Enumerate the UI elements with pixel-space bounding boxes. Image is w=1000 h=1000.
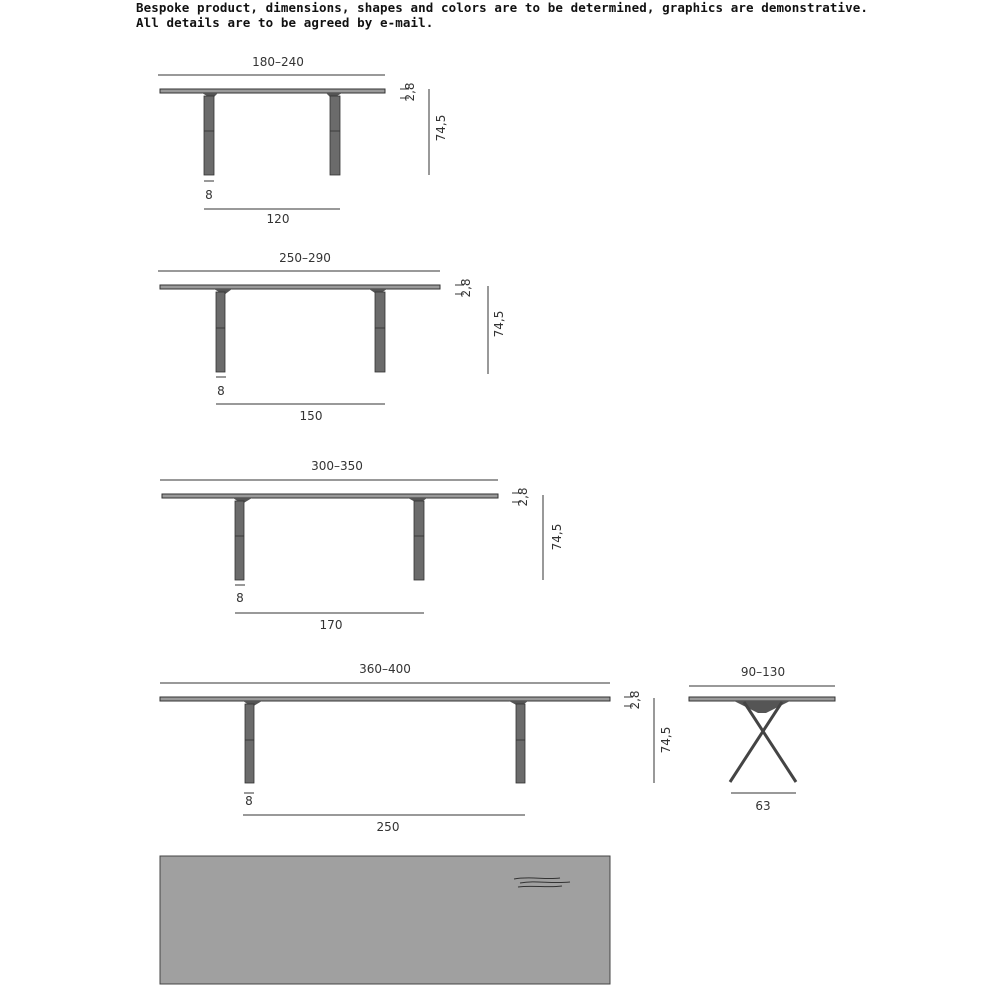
leg-width-label-1: 8 (205, 188, 213, 202)
side-view-drawing (689, 665, 835, 813)
height-label-3: 74,5 (550, 523, 564, 551)
leg-width-label-4: 8 (245, 794, 253, 808)
leg-spacing-label-3: 170 (319, 618, 343, 632)
side-leg-b (730, 702, 782, 782)
length-label-1: 180–240 (252, 55, 304, 69)
leg-3a (235, 501, 244, 580)
leg-width-label-2: 8 (217, 384, 225, 398)
disclaimer-line-1: Bespoke product, dimensions, shapes and colors are to be determined, graphics are demonstrative. (136, 0, 869, 15)
length-label-4: 360–400 (359, 662, 411, 676)
tabletop-4 (160, 697, 610, 701)
side-width-label: 90–130 (740, 665, 786, 679)
leg-3b (414, 501, 424, 580)
leg-spacing-label-1: 120 (266, 212, 290, 226)
height-label-1: 74,5 (434, 114, 448, 142)
top-thickness-label-4: 2,8 (628, 690, 642, 710)
tabletop-1 (160, 89, 385, 93)
length-label-2: 250–290 (279, 251, 331, 265)
top-thickness-label-3: 2,8 (516, 487, 530, 507)
height-label-4: 74,5 (659, 726, 673, 754)
side-leg-a (744, 702, 796, 782)
tabletop-3 (162, 494, 498, 498)
tabletop-2 (160, 285, 440, 289)
leg-width-label-3: 8 (236, 591, 244, 605)
leg-1b (330, 96, 340, 175)
height-label-2: 74,5 (492, 310, 506, 338)
tabletop-plan (160, 856, 610, 984)
leg-spacing-label-4: 250 (376, 820, 400, 834)
side-base-label: 63 (755, 799, 771, 813)
leg-1a (204, 96, 214, 175)
table-drawing-2 (158, 251, 506, 423)
table-drawing-3 (160, 459, 564, 632)
leg-4b (516, 704, 525, 783)
leg-spacing-label-2: 150 (299, 409, 323, 423)
side-tabletop (689, 697, 835, 701)
top-thickness-label-2: 2,8 (459, 278, 473, 298)
leg-2a (216, 292, 225, 372)
plan-view (160, 856, 610, 984)
table-drawing-4 (160, 662, 673, 834)
table-drawing-1 (158, 55, 448, 226)
disclaimer-line-2: All details are to be agreed by e-mail. (136, 15, 434, 30)
leg-4a (245, 704, 254, 783)
length-label-3: 300–350 (311, 459, 363, 473)
leg-2b (375, 292, 385, 372)
top-thickness-label-1: 2,8 (403, 82, 417, 102)
